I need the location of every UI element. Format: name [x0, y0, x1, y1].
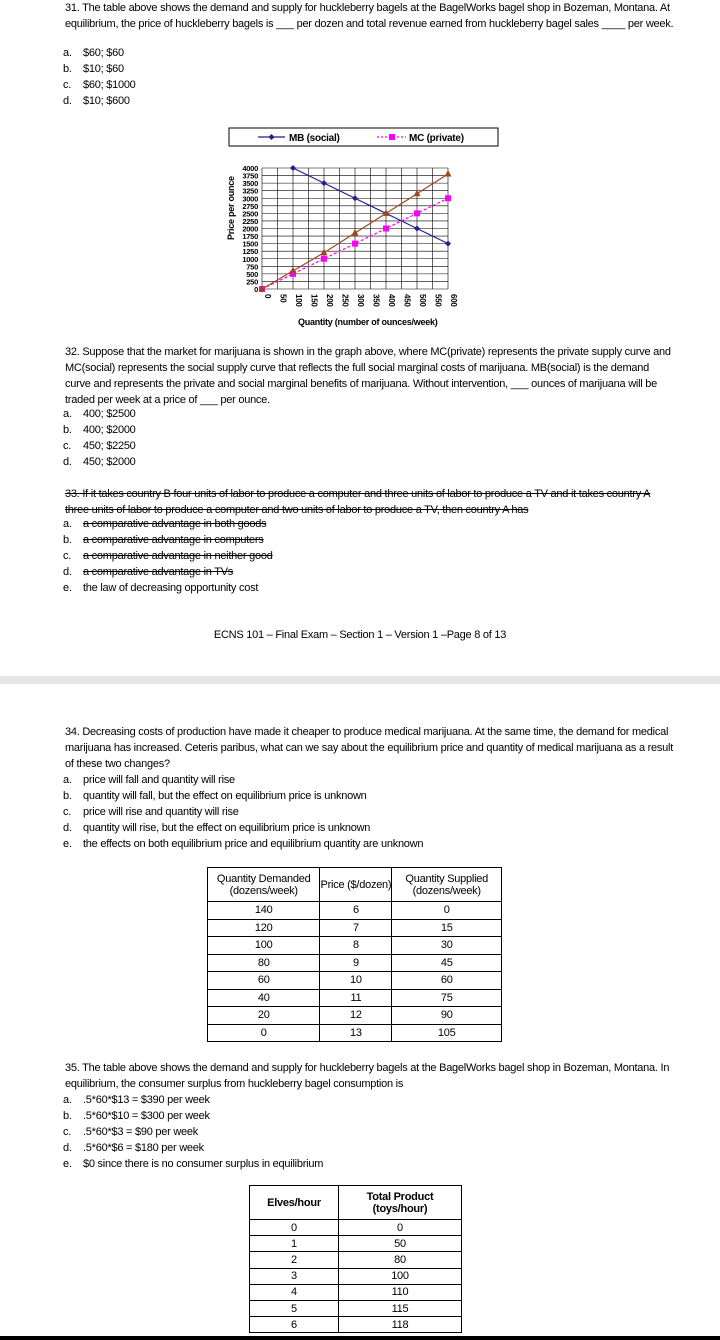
answer-option: [63, 1156, 323, 1172]
table-cell: 60: [392, 972, 502, 990]
option-text: .5*60*$13 = $390 per week: [83, 1094, 210, 1106]
table-cell: 45: [392, 954, 502, 972]
option-letter: c.: [63, 440, 72, 452]
option-text: price will rise and quantity will rise: [83, 806, 239, 818]
table-cell: 6: [250, 1317, 339, 1333]
column-header: Elves/hour: [250, 1186, 339, 1220]
option-letter: b.: [63, 1110, 72, 1122]
y-tick-label: 250: [246, 277, 258, 287]
question-35: [65, 1060, 675, 1092]
data-point: [352, 229, 359, 236]
y-tick-label: 3000: [242, 194, 258, 204]
y-tick-label: 4000: [242, 164, 258, 173]
data-point: [321, 256, 327, 262]
x-tick-label: 250: [340, 294, 350, 307]
x-tick-label: 500: [418, 294, 427, 307]
answer-option: [63, 820, 370, 836]
option-letter: b.: [63, 790, 72, 802]
answer-option: [63, 564, 233, 580]
option-letter: d.: [63, 1142, 72, 1154]
table-row: [208, 1007, 502, 1025]
option-text: $10; $600: [83, 95, 130, 107]
table-cell: 120: [208, 919, 320, 937]
table-row: [250, 1300, 462, 1316]
data-point: [290, 165, 296, 171]
table-cell: 60: [208, 972, 320, 990]
table-cell: 6: [320, 902, 392, 920]
table-cell: 2: [250, 1252, 339, 1268]
option-text: $60; $60: [83, 47, 124, 59]
x-axis-label: Quantity (number of ounces/week): [298, 317, 438, 327]
option-letter: d.: [63, 456, 72, 468]
data-point: [414, 210, 420, 216]
option-text: the effects on both equilibrium price and equilibrium quantity are unknown: [83, 838, 424, 850]
table-row: [208, 989, 502, 1007]
y-axis-label: Price per ounce: [226, 176, 236, 240]
supply-demand-table: [207, 867, 502, 1042]
answer-option: [63, 580, 258, 596]
y-tick-label: 2250: [242, 216, 258, 226]
table-cell: 7: [320, 919, 392, 937]
option-letter: c.: [63, 806, 72, 818]
table-row: [250, 1268, 462, 1284]
table-cell: 105: [392, 1024, 502, 1042]
option-text: 400; $2000: [83, 424, 136, 436]
answer-option: [63, 788, 367, 804]
x-tick-label: 450: [402, 294, 412, 307]
option-text: 400; $2500: [83, 408, 136, 420]
option-text: a comparative advantage in computers: [83, 534, 264, 546]
data-point: [352, 195, 358, 201]
table-cell: 1: [250, 1236, 339, 1252]
table-cell: 115: [338, 1300, 461, 1316]
table-cell: 15: [392, 919, 502, 937]
option-letter: e.: [63, 582, 72, 594]
legend-label-mc: MC (private): [409, 133, 464, 144]
table-cell: 5: [250, 1300, 339, 1316]
option-letter: c.: [63, 79, 72, 91]
y-tick-label: 3500: [242, 179, 258, 189]
option-letter: a.: [63, 518, 72, 530]
answer-option: [63, 422, 136, 438]
column-header: Quantity Supplied (dozens/week): [392, 868, 502, 902]
data-point: [414, 226, 420, 232]
option-text: the law of decreasing opportunity cost: [83, 582, 259, 594]
x-tick-label: 150: [309, 294, 319, 307]
data-point: [445, 241, 451, 247]
x-tick-label: 100: [294, 294, 303, 307]
table-cell: 8: [320, 937, 392, 955]
x-tick-label: 350: [371, 294, 381, 307]
table-cell: 10: [320, 972, 392, 990]
answer-option: [63, 454, 136, 470]
option-text: a comparative advantage in both goods: [83, 518, 267, 530]
table-cell: 12: [320, 1007, 392, 1025]
y-tick-label: 3250: [242, 186, 258, 196]
answer-option: [63, 438, 136, 454]
y-tick-label: 0: [254, 285, 258, 294]
table-cell: 110: [338, 1284, 461, 1300]
y-tick-label: 2000: [242, 224, 258, 234]
data-point: [383, 226, 389, 232]
option-letter: e.: [63, 838, 72, 850]
option-letter: d.: [63, 822, 72, 834]
answer-option: [63, 1108, 210, 1124]
option-text: quantity will rise, but the effect on equilibrium price is unknown: [83, 822, 371, 834]
table-cell: 80: [208, 954, 320, 972]
option-letter: c.: [63, 1126, 72, 1138]
table-header-row: [208, 868, 502, 902]
answer-option: [63, 1140, 204, 1156]
table-row: [250, 1252, 462, 1268]
option-letter: b.: [63, 63, 72, 75]
answer-option: [63, 406, 136, 422]
question-text: 31. The table above shows the demand and supply for huckleberry bagels at the BagelWorks bagel shop in Bozeman, Montana. At equilibrium, the price of huckleberry bagels is ___ per dozen and total revenue earned from huckleberry bagel sales ____ per week.: [65, 2, 674, 30]
option-text: .5*60*$10 = $300 per week: [83, 1110, 210, 1122]
table-row: [250, 1284, 462, 1300]
data-point: [445, 195, 451, 201]
answer-option: [63, 1124, 198, 1140]
option-letter: c.: [63, 550, 72, 562]
answer-option: [63, 836, 423, 852]
column-header: Price ($/dozen): [320, 868, 392, 902]
option-letter: d.: [63, 566, 72, 578]
x-tick-label: 400: [387, 294, 396, 307]
table-cell: 0: [338, 1220, 461, 1236]
legend-mc-marker: [389, 134, 395, 140]
option-letter: a.: [63, 774, 72, 786]
data-point: [445, 170, 452, 177]
option-letter: a.: [63, 47, 72, 59]
x-tick-label: 50: [278, 294, 288, 303]
option-letter: a.: [63, 1094, 72, 1106]
question-text: 32. Suppose that the market for marijuana is shown in the graph above, where MC(private) represents the private supply curve and MC(social) represents the social supply curve that reflects the full social marginal costs of marijuana. MB(social) is the demand curve and represents the private and social marginal benefits of marijuana. Without intervention, ___ ounces of marijuana will be traded per week at a price of ___ per ounce.: [65, 346, 671, 406]
question-33: [65, 486, 675, 518]
table-row: [250, 1236, 462, 1252]
table-cell: 0: [250, 1220, 339, 1236]
option-text: .5*60*$3 = $90 per week: [83, 1126, 199, 1138]
answer-option: [63, 548, 273, 564]
question-text: 35. The table above shows the demand and supply for huckleberry bagels at the BagelWorks bagel shop in Bozeman, Montana. In equilibrium, the consumer surplus from huckleberry bagel consumption is: [65, 1062, 670, 1090]
x-tick-label: 600: [449, 294, 458, 307]
option-text: .5*60*$6 = $180 per week: [83, 1142, 204, 1154]
y-tick-label: 750: [246, 262, 258, 272]
data-point: [321, 249, 328, 256]
option-letter: a.: [63, 408, 72, 420]
option-text: $0 since there is no consumer surplus in equilibrium: [83, 1158, 324, 1170]
question-text: 34. Decreasing costs of production have made it cheaper to produce medical marijuana. At the same time, the demand for medical marijuana has increased. Ceteris paribus, what can we say about the equilibrium price and quantity of medical marijuana as a result of these two changes?: [65, 726, 674, 770]
option-text: $10; $60: [83, 63, 124, 75]
table-cell: 80: [338, 1252, 461, 1268]
table-cell: 20: [208, 1007, 320, 1025]
answer-option: [63, 516, 266, 532]
table-cell: 0: [392, 902, 502, 920]
column-header: Quantity Demanded (dozens/week): [208, 868, 320, 902]
page-separator: [0, 676, 720, 684]
table-row: [250, 1317, 462, 1333]
column-header: Total Product (toys/hour): [338, 1186, 461, 1220]
question-32: [65, 344, 675, 408]
y-tick-label: 2500: [242, 209, 258, 219]
option-letter: e.: [63, 1158, 72, 1170]
answer-option: [63, 532, 264, 548]
table-row: [208, 937, 502, 955]
table-cell: 100: [208, 937, 320, 955]
table-header-row: [250, 1186, 462, 1220]
table-row: [208, 972, 502, 990]
legend-label-mb: MB (social): [289, 133, 340, 144]
y-tick-label: 500: [246, 269, 258, 279]
table-cell: 11: [320, 989, 392, 1007]
table-row: [208, 902, 502, 920]
table-cell: 40: [208, 989, 320, 1007]
table-cell: 75: [392, 989, 502, 1007]
table-cell: 100: [338, 1268, 461, 1284]
y-tick-label: 2750: [242, 201, 258, 211]
table-cell: 4: [250, 1284, 339, 1300]
x-tick-label: 300: [356, 294, 365, 307]
table-row: [208, 919, 502, 937]
option-letter: b.: [63, 534, 72, 546]
option-text: 450; $2250: [83, 440, 136, 452]
y-tick-label: 1500: [242, 239, 258, 249]
table-cell: 118: [338, 1317, 461, 1333]
table-cell: 9: [320, 954, 392, 972]
option-text: 450; $2000: [83, 456, 136, 468]
option-letter: b.: [63, 424, 72, 436]
table-cell: 90: [392, 1007, 502, 1025]
data-point: [352, 241, 358, 247]
x-tick-label: 0: [263, 294, 272, 299]
table-row: [208, 1024, 502, 1042]
table-cell: 50: [338, 1236, 461, 1252]
option-text: a comparative advantage in TVs: [83, 566, 234, 578]
option-text: quantity will fall, but the effect on equilibrium price is unknown: [83, 790, 367, 802]
y-tick-label: 1000: [242, 254, 258, 264]
option-letter: d.: [63, 95, 72, 107]
answer-option: [63, 772, 235, 788]
question-text: 33. If it takes country B four units of labor to produce a computer and three units of labor to produce a TV and it takes country A three units of labor to produce a computer and two units of labor to produce a TV, then country A has: [65, 488, 651, 516]
page-edge: [0, 1336, 720, 1340]
page-footer: ECNS 101 – Final Exam – Section 1 – Version 1 –Page 8 of 13: [213, 629, 507, 641]
data-point: [321, 180, 327, 186]
marijuana-market-chart: [0, 0, 720, 340]
answer-option: [63, 1092, 210, 1108]
x-tick-label: 550: [433, 294, 443, 307]
table-cell: 13: [320, 1024, 392, 1042]
y-tick-label: 1750: [242, 232, 258, 242]
y-tick-label: 1250: [242, 247, 258, 257]
table-cell: 3: [250, 1268, 339, 1284]
table-row: [250, 1220, 462, 1236]
question-34: [65, 724, 675, 772]
y-tick-label: 3750: [242, 171, 258, 181]
option-text: $60; $1000: [83, 79, 136, 91]
table-row: [208, 954, 502, 972]
option-text: price will fall and quantity will rise: [83, 774, 235, 786]
option-text: a comparative advantage in neither good: [83, 550, 273, 562]
x-tick-label: 200: [325, 294, 334, 307]
table-cell: 140: [208, 902, 320, 920]
table-cell: 30: [392, 937, 502, 955]
answer-option: [63, 804, 239, 820]
table-cell: 0: [208, 1024, 320, 1042]
production-table: [249, 1185, 462, 1333]
